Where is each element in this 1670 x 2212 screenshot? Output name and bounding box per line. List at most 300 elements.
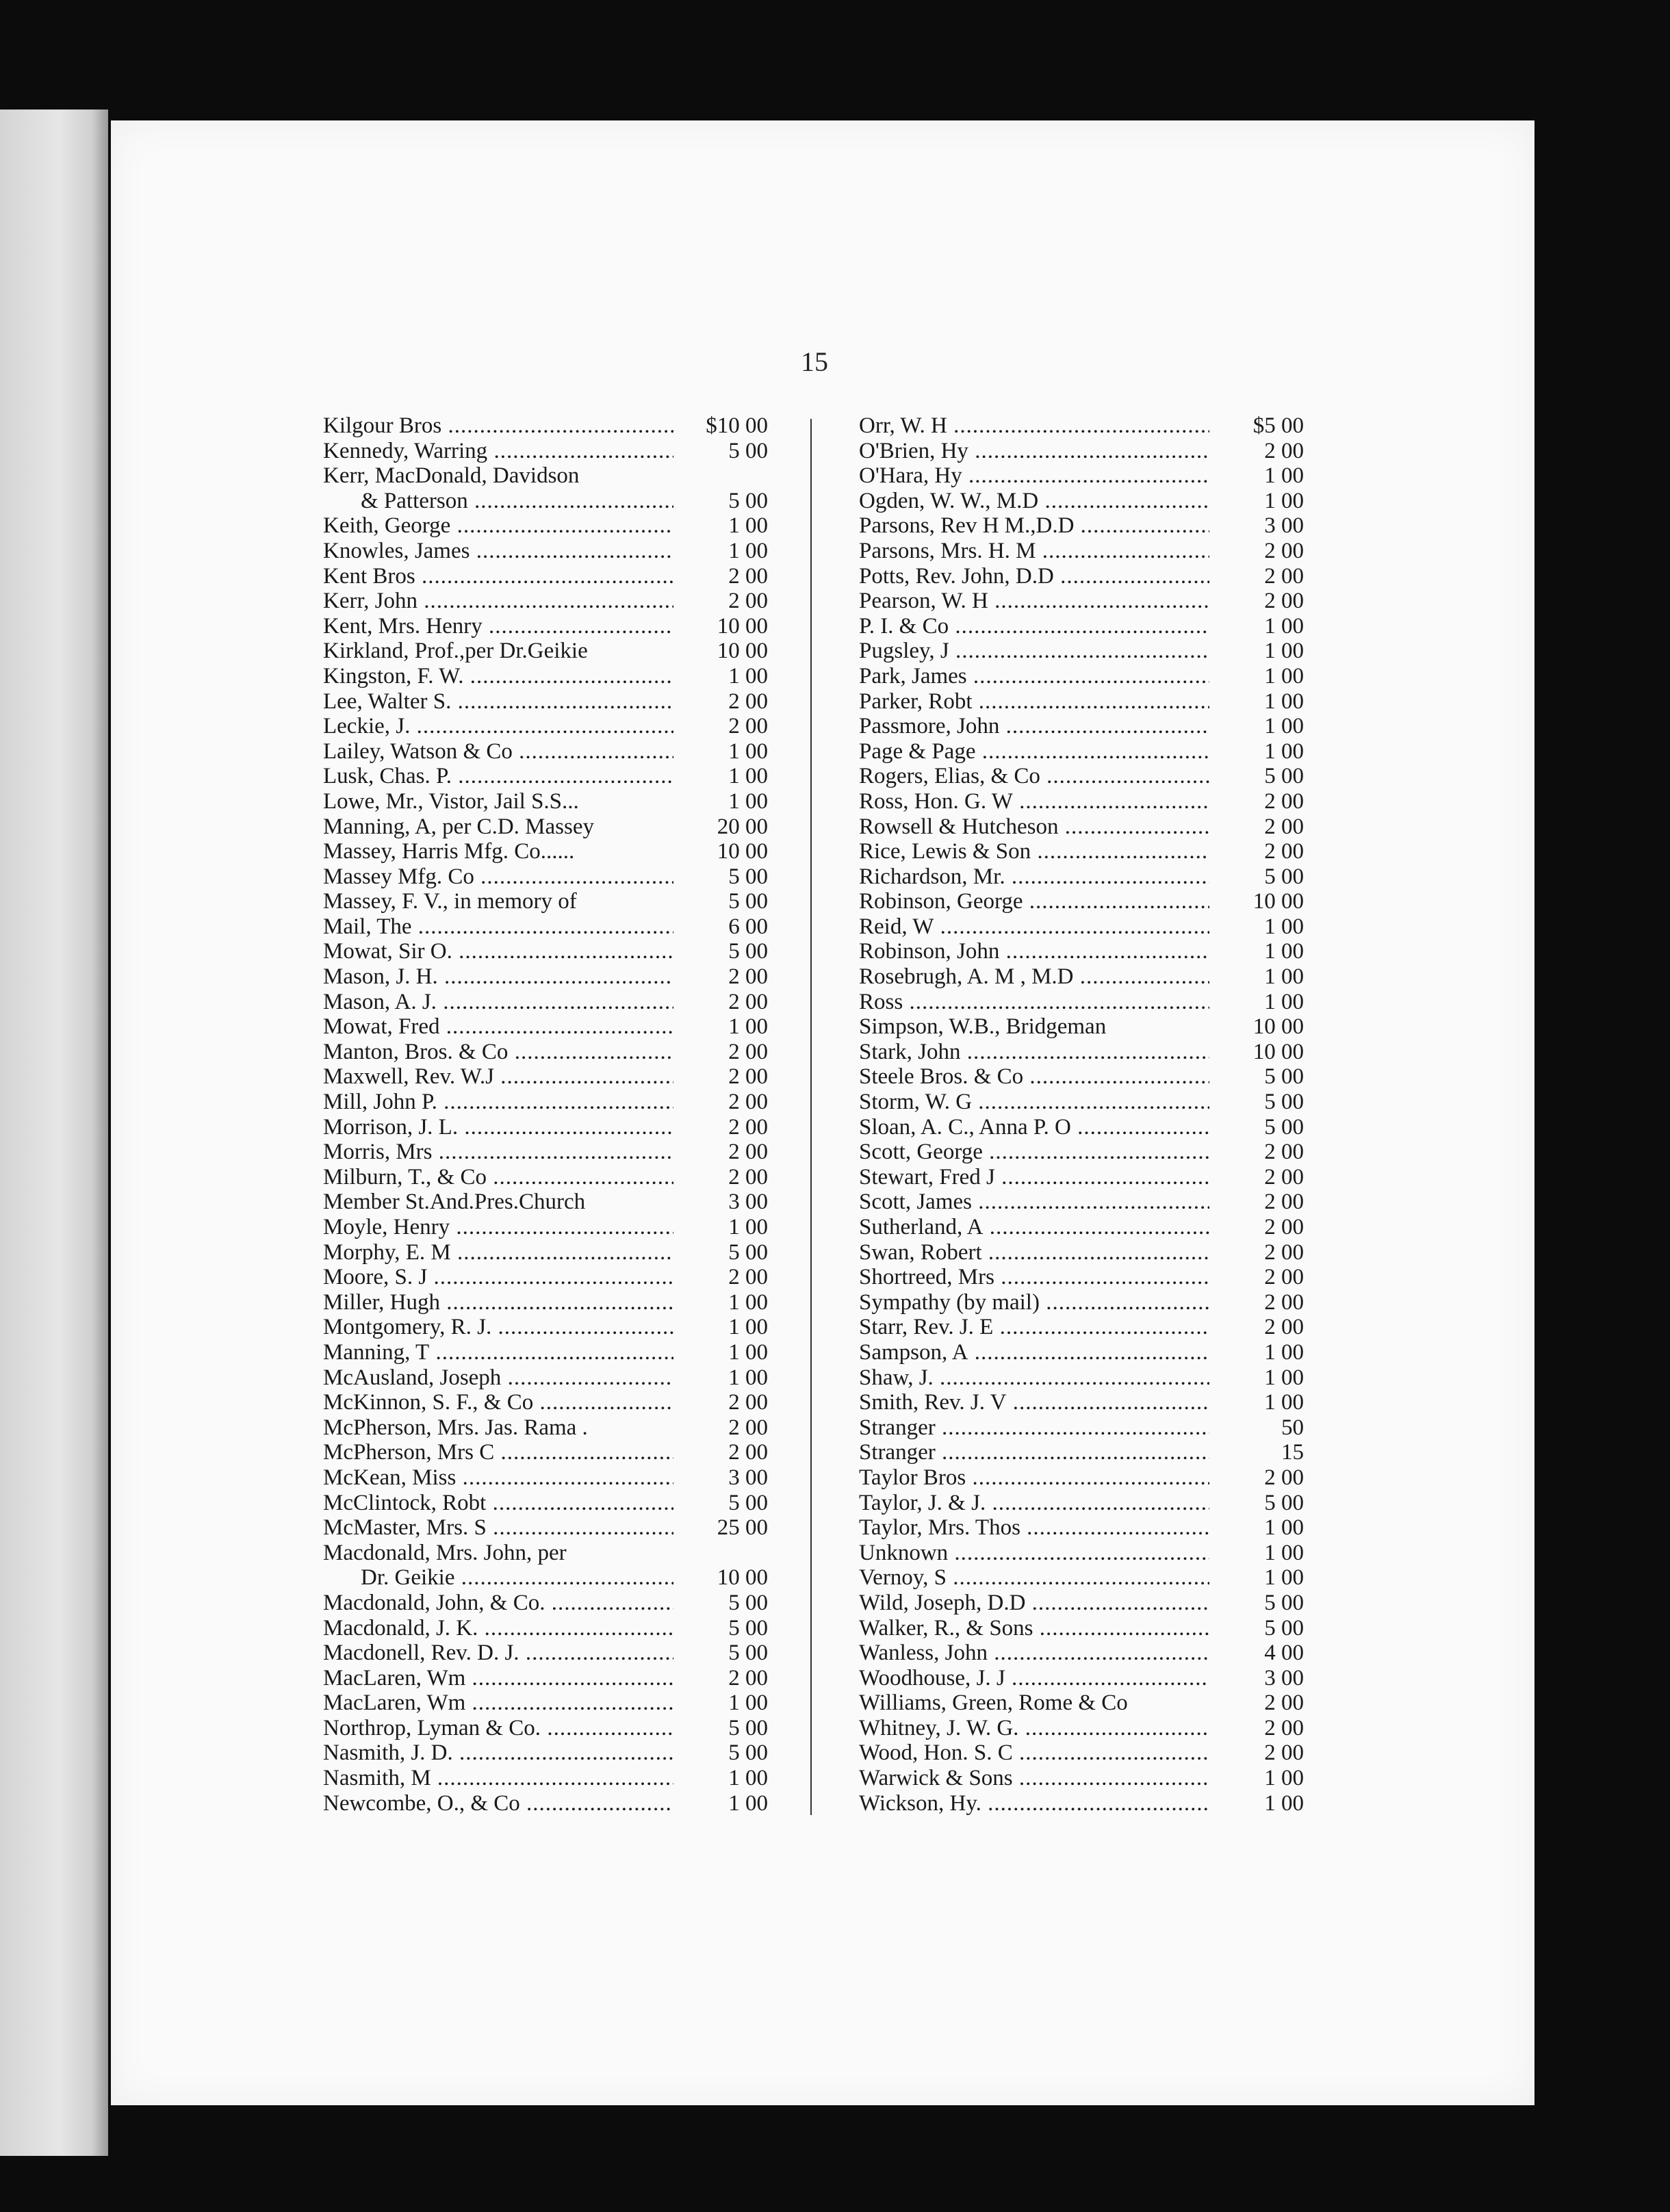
list-item: [323, 1365, 768, 1391]
list-item: [859, 1515, 1304, 1541]
donor-name: McPherson, Mrs C .....: [323, 1440, 673, 1465]
donation-amount: 2 00: [728, 964, 768, 990]
donation-amount: 1 00: [728, 1014, 768, 1040]
list-item: [859, 439, 1304, 464]
donation-amount: 1 00: [728, 764, 768, 789]
donation-amount: 2 00: [1264, 1140, 1304, 1165]
list-item: [323, 1064, 768, 1090]
donor-name: Lusk, Chas. P. .....: [323, 764, 673, 789]
donation-amount: 2 00: [1264, 1740, 1304, 1766]
donation-amount: 5 00: [728, 889, 768, 914]
list-item: [323, 1340, 768, 1365]
donor-name: Wild, Joseph, D.D .....: [859, 1591, 1209, 1616]
donation-amount: 10 00: [717, 613, 768, 639]
list-item: [859, 1215, 1304, 1240]
donation-amount: 5 00: [728, 488, 768, 513]
list-item: [323, 990, 768, 1015]
donor-name: Steele Bros. & Co .....: [859, 1064, 1209, 1090]
donation-amount: 10 00: [1252, 1014, 1304, 1040]
list-item: [323, 489, 768, 514]
donor-name: Reid, W .....: [859, 914, 1209, 940]
list-item: [859, 939, 1304, 964]
donation-amount: 2 00: [1264, 1690, 1304, 1716]
donor-name: Manning, T .....: [323, 1340, 673, 1365]
donor-name: Woodhouse, J. J .....: [859, 1666, 1209, 1691]
donor-name: Passmore, John .....: [859, 714, 1209, 739]
list-item: [859, 1690, 1304, 1716]
list-item: [323, 1014, 768, 1040]
list-item: [323, 1740, 768, 1766]
list-item: [859, 964, 1304, 990]
donor-name: Lee, Walter S. .....: [323, 689, 673, 715]
list-item: [323, 1040, 768, 1065]
donation-amount: 5 00: [728, 438, 768, 463]
donor-name: Taylor, Mrs. Thos .....: [859, 1515, 1209, 1541]
donation-amount: 2 00: [1264, 1265, 1304, 1290]
donor-name: Mill, John P. .....: [323, 1090, 673, 1115]
donor-name: Nasmith, M .....: [323, 1766, 673, 1791]
donation-amount: 2 00: [728, 1039, 768, 1064]
donation-amount: 1 00: [728, 513, 768, 539]
donation-amount: 1 00: [1264, 939, 1304, 964]
donor-name: Wanless, John .....: [859, 1641, 1209, 1666]
donation-amount: 1 00: [1264, 1790, 1304, 1816]
donor-name: Scott, George .....: [859, 1140, 1209, 1165]
list-item: [859, 1340, 1304, 1365]
donation-amount: 2 00: [728, 1665, 768, 1690]
donor-name: Kent, Mrs. Henry .....: [323, 614, 673, 639]
donation-amount: 2 00: [728, 1390, 768, 1415]
donor-name: Taylor Bros .....: [859, 1465, 1209, 1491]
donor-name: Stranger .....: [859, 1440, 1209, 1465]
donation-amount: 1 00: [728, 1365, 768, 1390]
list-item: [323, 689, 768, 715]
list-item: [859, 1290, 1304, 1315]
donation-amount: 1 00: [1264, 738, 1304, 764]
list-item: [323, 413, 768, 439]
donation-amount: 5 00: [1264, 1490, 1304, 1515]
donor-name: McPherson, Mrs. Jas. Rama .: [323, 1415, 588, 1440]
donation-amount: 2 00: [1264, 1189, 1304, 1215]
list-item: [859, 639, 1304, 664]
list-item: [859, 1265, 1304, 1290]
list-item: [323, 1215, 768, 1240]
donation-amount: 2 00: [728, 589, 768, 614]
list-item: [859, 1591, 1304, 1616]
donor-name: Lowe, Mr., Vistor, Jail S.S...: [323, 788, 579, 814]
list-item: [323, 1515, 768, 1541]
donor-name: Kennedy, Warring .....: [323, 439, 673, 464]
donation-amount: 5 00: [728, 1615, 768, 1641]
donor-name: Whitney, J. W. G. .....: [859, 1716, 1209, 1741]
donor-name: Sloan, A. C., Anna P. O .....: [859, 1115, 1209, 1140]
list-item: [859, 1740, 1304, 1766]
list-item: [323, 1690, 768, 1716]
donor-name: Kingston, F. W. .....: [323, 664, 673, 689]
donor-name: Stewart, Fred J .....: [859, 1165, 1209, 1190]
donation-amount: 2 00: [728, 1415, 768, 1440]
donor-name: Rice, Lewis & Son .....: [859, 839, 1209, 864]
donation-amount: 1 00: [1264, 639, 1304, 664]
donor-name: Member St.And.Pres.Church: [323, 1189, 586, 1215]
donation-amount: 2 00: [728, 989, 768, 1014]
list-item: [859, 789, 1304, 814]
donor-name: Manning, A, per C.D. Massey: [323, 814, 594, 839]
list-item: [323, 1791, 768, 1816]
list-item: [859, 1766, 1304, 1791]
donation-amount: 2 00: [1264, 589, 1304, 614]
donor-name: Milburn, T., & Co .....: [323, 1165, 673, 1190]
donation-amount: 2 00: [1264, 1465, 1304, 1490]
list-item: [859, 839, 1304, 864]
list-item: [323, 914, 768, 940]
donation-amount: 2 00: [728, 1140, 768, 1165]
donor-name: Massey, Harris Mfg. Co......: [323, 839, 575, 864]
donation-amount: 2 00: [728, 1265, 768, 1290]
donation-amount: 1 00: [1264, 613, 1304, 639]
donor-name: McKinnon, S. F., & Co .....: [323, 1390, 673, 1415]
donor-name: McAusland, Joseph .....: [323, 1365, 673, 1391]
list-item: [323, 964, 768, 990]
donor-name: Storm, W. G .....: [859, 1090, 1209, 1115]
donation-amount: 1 00: [1264, 1365, 1304, 1390]
donation-amount: 1 00: [1264, 488, 1304, 513]
list-item: [323, 664, 768, 689]
donor-name: Wickson, Hy. .....: [859, 1791, 1209, 1816]
donation-amount: 1 00: [728, 1766, 768, 1791]
facing-page-edge: [0, 110, 108, 2156]
list-item: [323, 814, 768, 840]
donor-name: Leckie, J. .....: [323, 714, 673, 739]
donation-amount: 2 00: [1264, 1289, 1304, 1315]
donor-name: Kirkland, Prof.,per Dr.Geikie: [323, 639, 588, 664]
donation-amount: 2 00: [1264, 538, 1304, 563]
donor-name: Mail, The .....: [323, 914, 673, 940]
list-item: [323, 939, 768, 964]
donation-amount: 1 00: [1264, 1565, 1304, 1591]
donor-name: Morrison, J. L. .....: [323, 1115, 673, 1140]
donation-amount: 5 00: [728, 864, 768, 889]
list-item: [859, 1491, 1304, 1516]
list-item: [323, 1140, 768, 1165]
list-item: [859, 463, 1304, 489]
list-item: [859, 413, 1304, 439]
donor-name: Parsons, Mrs. H. M .....: [859, 539, 1209, 564]
donation-amount: 5 00: [1264, 764, 1304, 789]
list-item: [323, 839, 768, 864]
donation-amount: 1 00: [1264, 914, 1304, 939]
donor-name: Ogden, W. W., M.D .....: [859, 489, 1209, 514]
donor-name: Simpson, W.B., Bridgeman: [859, 1014, 1107, 1040]
donation-amount: $5 00: [1252, 413, 1304, 438]
list-item: [323, 1491, 768, 1516]
donor-name: Morris, Mrs .....: [323, 1140, 673, 1165]
donor-name: Kent Bros .....: [323, 564, 673, 589]
donation-amount: 1 00: [728, 1690, 768, 1716]
donor-name: Massey Mfg. Co .....: [323, 864, 673, 890]
list-item: [859, 1641, 1304, 1666]
donation-amount: 2 00: [728, 689, 768, 714]
donor-name: Wood, Hon. S. C .....: [859, 1740, 1209, 1766]
donor-name: Moore, S. J .....: [323, 1265, 673, 1290]
list-item: [323, 439, 768, 464]
donation-amount: 2 00: [1264, 1715, 1304, 1740]
list-item: [859, 1415, 1304, 1441]
donation-amount: 3 00: [1264, 513, 1304, 539]
list-item: [323, 1766, 768, 1791]
donor-name: Lailey, Watson & Co .....: [323, 739, 673, 764]
list-item: [323, 764, 768, 789]
donation-amount: 1 00: [1264, 989, 1304, 1014]
list-item: [323, 1616, 768, 1641]
donor-name: Rosebrugh, A. M , M.D .....: [859, 964, 1209, 990]
donation-amount: 1 00: [1264, 1515, 1304, 1541]
donation-amount: 2 00: [1264, 1164, 1304, 1189]
donation-amount: 6 00: [728, 914, 768, 939]
donor-name: Stranger .....: [859, 1415, 1209, 1441]
list-item: [859, 889, 1304, 914]
donor-name: Moyle, Henry .....: [323, 1215, 673, 1240]
donor-name: Ross, Hon. G. W .....: [859, 789, 1209, 814]
donation-amount: 2 00: [1264, 1315, 1304, 1340]
donation-amount: 1 00: [728, 1790, 768, 1816]
donor-name: O'Hara, Hy .....: [859, 463, 1209, 489]
list-item: [859, 1315, 1304, 1340]
donor-name: Vernoy, S .....: [859, 1565, 1209, 1591]
list-item: [859, 1090, 1304, 1115]
donor-name: Rogers, Elias, & Co .....: [859, 764, 1209, 789]
donation-amount: 5 00: [728, 1740, 768, 1766]
donation-amount: 2 00: [1264, 788, 1304, 814]
list-item: [859, 1140, 1304, 1165]
donor-name: Montgomery, R. J. .....: [323, 1315, 673, 1340]
donor-name: McClintock, Robt .....: [323, 1491, 673, 1516]
donor-name: Shortreed, Mrs .....: [859, 1265, 1209, 1290]
list-item: [859, 539, 1304, 564]
donation-amount: 5 00: [1264, 1590, 1304, 1615]
list-item: [859, 864, 1304, 890]
donation-amount: 1 00: [1264, 1339, 1304, 1365]
donor-name: Stark, John .....: [859, 1040, 1209, 1065]
donation-amount: 2 00: [1264, 1239, 1304, 1265]
list-item: [859, 1064, 1304, 1090]
list-item: [859, 1240, 1304, 1265]
donor-name: Potts, Rev. John, D.D .....: [859, 564, 1209, 589]
donor-name: Parker, Robt .....: [859, 689, 1209, 715]
list-item: [323, 889, 768, 914]
donor-name: Unknown .....: [859, 1541, 1209, 1566]
list-item: [323, 1541, 768, 1566]
donor-name: Nasmith, J. D. .....: [323, 1740, 673, 1766]
subscriber-list-right: [859, 413, 1304, 1816]
donation-amount: 3 00: [728, 1465, 768, 1490]
list-item: [859, 1040, 1304, 1065]
list-item: [859, 1365, 1304, 1391]
list-item: [859, 1390, 1304, 1415]
list-item: [859, 1565, 1304, 1591]
donation-amount: 1 00: [1264, 1766, 1304, 1791]
donation-amount: 50: [1281, 1415, 1304, 1440]
column-divider: [810, 419, 812, 1815]
donor-name: Ross .....: [859, 990, 1209, 1015]
donor-name: Page & Page .....: [859, 739, 1209, 764]
donation-amount: 5 00: [1264, 864, 1304, 889]
donor-name: Pugsley, J .....: [859, 639, 1209, 664]
donation-amount: 1 00: [1264, 1540, 1304, 1565]
list-item: [859, 1541, 1304, 1566]
list-item: [323, 1115, 768, 1140]
list-item: [859, 564, 1304, 589]
donor-name: Kerr, John .....: [323, 589, 673, 614]
donation-amount: 2 00: [1264, 563, 1304, 589]
donation-amount: 5 00: [728, 1239, 768, 1265]
donor-name: Maxwell, Rev. W.J .....: [323, 1064, 673, 1090]
list-item: [323, 539, 768, 564]
donation-amount: 5 00: [728, 1715, 768, 1740]
donor-name: Miller, Hugh .....: [323, 1290, 673, 1315]
list-item: [859, 764, 1304, 789]
donation-amount: 2 00: [1264, 839, 1304, 864]
donation-amount: 5 00: [1264, 1090, 1304, 1115]
donor-name: Dr. Geikie .....: [323, 1565, 673, 1591]
list-item: [323, 1465, 768, 1491]
list-item: [323, 614, 768, 639]
donor-name: MacLaren, Wm .....: [323, 1690, 673, 1716]
donor-name: P. I. & Co .....: [859, 614, 1209, 639]
list-item: [323, 1641, 768, 1666]
donation-amount: 10 00: [717, 839, 768, 864]
donation-amount: 1 00: [728, 788, 768, 814]
donor-name: Orr, W. H .....: [859, 413, 1209, 439]
list-item: [859, 513, 1304, 539]
list-item: [323, 1565, 768, 1591]
donation-amount: $10 00: [706, 413, 768, 438]
donor-name: Pearson, W. H .....: [859, 589, 1209, 614]
list-item: [323, 564, 768, 589]
list-item: [859, 664, 1304, 689]
list-item: [323, 639, 768, 664]
donation-amount: 10 00: [1252, 889, 1304, 914]
list-item: [323, 1666, 768, 1691]
donor-name: Manton, Bros. & Co .....: [323, 1040, 673, 1065]
donation-amount: 5 00: [1264, 1615, 1304, 1641]
donation-amount: 2 00: [728, 1114, 768, 1140]
donation-amount: 1 00: [728, 738, 768, 764]
donation-amount: 5 00: [1264, 1064, 1304, 1090]
donor-name: Macdonald, John, & Co. .....: [323, 1591, 673, 1616]
donation-amount: 2 00: [728, 714, 768, 739]
list-item: [859, 1465, 1304, 1491]
donor-name: Mowat, Sir O. .....: [323, 939, 673, 964]
list-item: [859, 1014, 1304, 1040]
donor-name: & Patterson .....: [323, 489, 673, 514]
donor-name: Mason, A. J. .....: [323, 990, 673, 1015]
donation-amount: 2 00: [728, 563, 768, 589]
donation-amount: 3 00: [1264, 1665, 1304, 1690]
list-item: [859, 1616, 1304, 1641]
donor-name: Rowsell & Hutcheson .....: [859, 814, 1209, 840]
donor-name: Kilgour Bros .....: [323, 413, 673, 439]
list-item: [323, 1165, 768, 1190]
donor-name: Sympathy (by mail) .....: [859, 1290, 1209, 1315]
list-item: [859, 714, 1304, 739]
donation-amount: 2 00: [728, 1090, 768, 1115]
donation-amount: 10 00: [1252, 1039, 1304, 1064]
donation-amount: 10 00: [717, 1565, 768, 1591]
donation-amount: 1 00: [1264, 964, 1304, 990]
list-item: [323, 1390, 768, 1415]
donation-amount: 2 00: [728, 1164, 768, 1189]
donation-amount: 2 00: [1264, 814, 1304, 839]
donor-name: Robinson, George .....: [859, 889, 1209, 914]
list-item: [323, 739, 768, 764]
list-item: [859, 1115, 1304, 1140]
donor-name: Massey, F. V., in memory of: [323, 889, 577, 914]
donor-name: Northrop, Lyman & Co. .....: [323, 1716, 673, 1741]
donation-amount: 2 00: [728, 1064, 768, 1090]
donor-name: Swan, Robert .....: [859, 1240, 1209, 1265]
donor-name: Taylor, J. & J. .....: [859, 1491, 1209, 1516]
donor-name: Parsons, Rev H M.,D.D .....: [859, 513, 1209, 539]
donor-name: Smith, Rev. J. V .....: [859, 1390, 1209, 1415]
donation-amount: 1 00: [1264, 1390, 1304, 1415]
list-item: [859, 739, 1304, 764]
donation-amount: 1 00: [728, 1215, 768, 1239]
donation-amount: 1 00: [1264, 689, 1304, 714]
list-item: [323, 714, 768, 739]
donation-amount: 2 00: [728, 1440, 768, 1465]
list-item: [859, 689, 1304, 715]
donation-amount: 20 00: [717, 814, 768, 839]
list-item: [323, 1591, 768, 1616]
list-item: [323, 1240, 768, 1265]
donor-name: Williams, Green, Rome & Co: [859, 1690, 1128, 1716]
list-item: [859, 1165, 1304, 1190]
donor-name: Sampson, A .....: [859, 1340, 1209, 1365]
donation-amount: 1 00: [728, 1339, 768, 1365]
donation-amount: 1 00: [728, 1289, 768, 1315]
donor-name: Sutherland, A .....: [859, 1215, 1209, 1240]
donation-amount: 1 00: [1264, 663, 1304, 689]
donation-amount: 1 00: [728, 1315, 768, 1340]
list-item: [323, 1415, 768, 1441]
list-item: [859, 489, 1304, 514]
donor-name: Knowles, James .....: [323, 539, 673, 564]
list-item: [859, 1189, 1304, 1215]
donation-amount: 1 00: [728, 538, 768, 563]
list-item: [323, 1315, 768, 1340]
list-item: [323, 1090, 768, 1115]
list-item: [859, 990, 1304, 1015]
donation-amount: 25 00: [717, 1515, 768, 1541]
donor-name: Mowat, Fred .....: [323, 1014, 673, 1040]
donation-amount: 5 00: [728, 1490, 768, 1515]
donor-name: Richardson, Mr. .....: [859, 864, 1209, 890]
donation-amount: 5 00: [728, 1590, 768, 1615]
list-item: [323, 513, 768, 539]
donor-name: Scott, James .....: [859, 1189, 1209, 1215]
donor-name: Walker, R., & Sons .....: [859, 1616, 1209, 1641]
list-item: [323, 1189, 768, 1215]
list-item: [323, 1290, 768, 1315]
donor-name: Kerr, MacDonald, Davidson: [323, 463, 580, 489]
donor-name: Mason, J. H. .....: [323, 964, 673, 990]
donor-name: McKean, Miss .....: [323, 1465, 673, 1491]
list-item: [323, 589, 768, 614]
donation-amount: 2 00: [1264, 438, 1304, 463]
donor-name: Morphy, E. M .....: [323, 1240, 673, 1265]
donation-amount: 10 00: [717, 639, 768, 664]
